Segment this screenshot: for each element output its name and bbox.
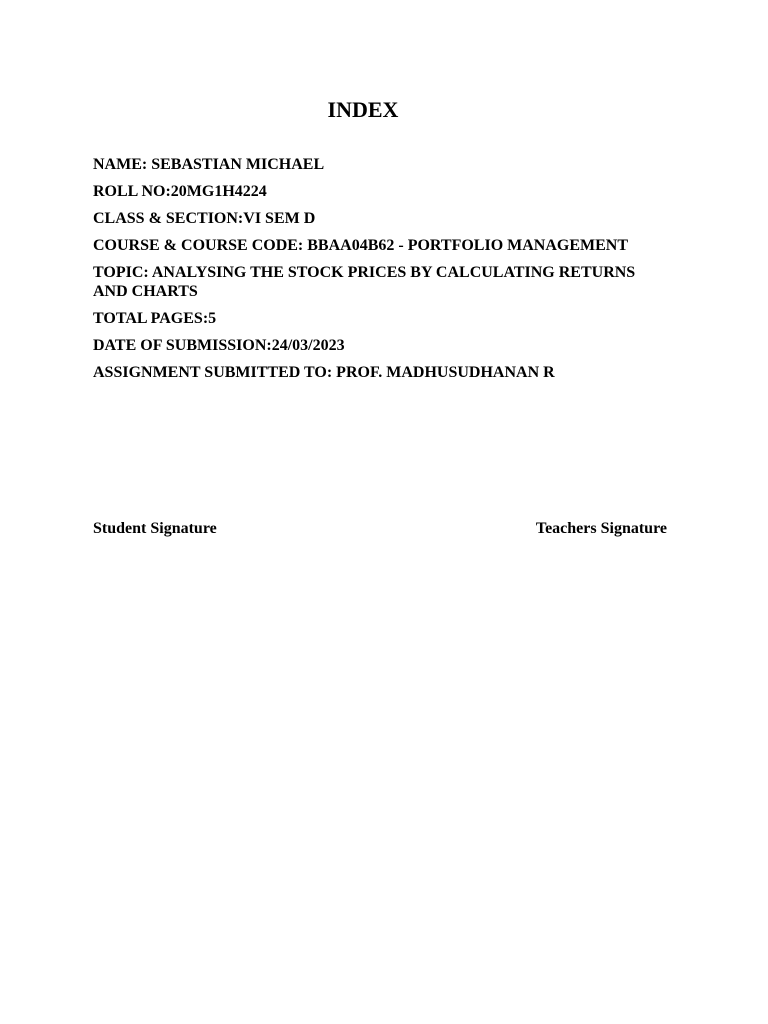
class-section-field: CLASS & SECTION:VI SEM D	[93, 210, 316, 227]
details-list	[93, 155, 653, 390]
course-field: COURSE & COURSE CODE: BBAA04B62 - PORTFOLIO MANAGEMENT	[93, 237, 629, 254]
student-signature-label: Student Signature	[93, 520, 217, 537]
submitted-to-field: ASSIGNMENT SUBMITTED TO: PROF. MADHUSUDHANAN R	[93, 364, 555, 381]
page-title: INDEX	[327, 97, 399, 122]
topic-field: TOPIC: ANALYSING THE STOCK PRICES BY CALCULATING RETURNS AND CHARTS	[93, 264, 636, 300]
roll-no-field: ROLL NO:20MG1H4224	[93, 183, 267, 200]
name-field: NAME: SEBASTIAN MICHAEL	[93, 156, 325, 173]
teacher-signature-label: Teachers Signature	[535, 520, 667, 537]
total-pages-field: TOTAL PAGES:5	[93, 310, 217, 327]
submission-date-field: DATE OF SUBMISSION:24/03/2023	[93, 337, 345, 354]
